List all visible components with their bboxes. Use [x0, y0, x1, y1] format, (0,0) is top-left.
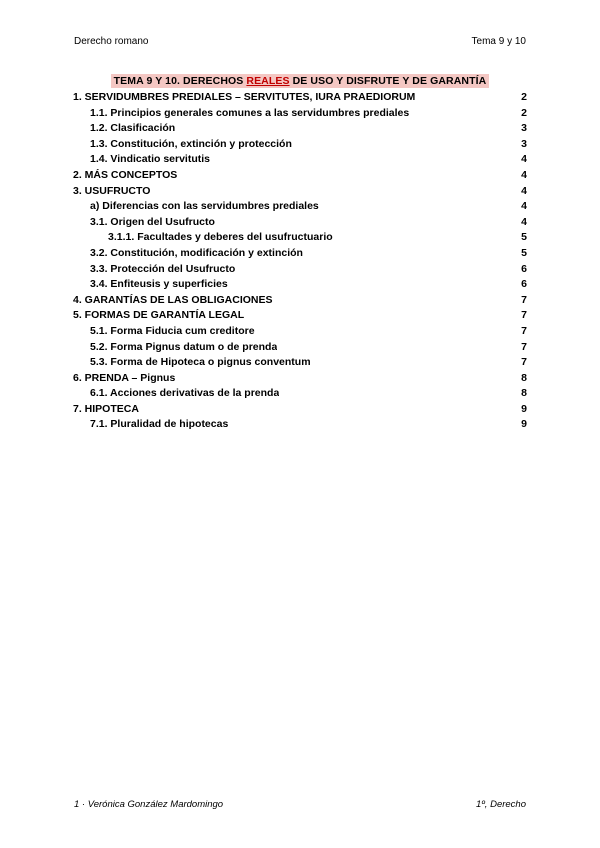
- toc-entry-label: a) Diferencias con las servidumbres prediales: [90, 200, 319, 213]
- toc-entry-page: 7: [521, 324, 527, 337]
- toc-entry-label: 1. SERVIDUMBRES PREDIALES – SERVITUTES, IURA PRAEDIORUM: [73, 91, 416, 103]
- toc-entry-label: 1.3. Constitución, extinción y protección: [90, 137, 292, 150]
- toc-entry-label: 6.1. Acciones derivativas de la prenda: [90, 387, 280, 400]
- toc-entry[interactable]: [73, 107, 527, 123]
- toc-entry-page: 3: [521, 122, 527, 135]
- toc-entry[interactable]: [73, 278, 527, 294]
- toc-entry-label: 3.3. Protección del Usufructo: [90, 262, 236, 275]
- page-header: [74, 36, 526, 47]
- toc-entry[interactable]: [73, 200, 527, 216]
- toc-entry-page: 7: [521, 340, 527, 353]
- toc-entry-page: 9: [521, 418, 527, 431]
- toc-entry-page: 4: [521, 184, 527, 197]
- title-before: TEMA 9 Y 10. DERECHOS: [113, 75, 247, 87]
- toc-entry-label: 5.3. Forma de Hipoteca o pignus conventum: [90, 356, 311, 369]
- toc-entry-page: 8: [521, 371, 527, 384]
- title-highlight: REALES: [246, 75, 290, 87]
- toc-entry-page: 4: [521, 153, 527, 166]
- toc-entry[interactable]: [73, 91, 527, 107]
- toc-entry[interactable]: [73, 122, 527, 138]
- toc-entry-page: 3: [521, 137, 527, 150]
- toc-entry-label: 1.2. Clasificación: [90, 122, 176, 135]
- toc-entry[interactable]: [73, 216, 527, 232]
- toc-entry-page: 6: [521, 278, 527, 291]
- toc-entry[interactable]: [73, 153, 527, 169]
- toc-entry-label: 1.1. Principios generales comunes a las servidumbres prediales: [90, 106, 410, 119]
- title-after: DE USO Y DISFRUTE Y DE GARANTÍA: [289, 75, 487, 87]
- toc-entry-page: 4: [521, 200, 527, 213]
- toc-entry-page: 2: [521, 91, 527, 103]
- toc-entry-label: 5.2. Forma Pignus datum o de prenda: [90, 340, 278, 353]
- toc-entry-page: 7: [521, 356, 527, 369]
- toc-entry-page: 4: [521, 215, 527, 228]
- toc-entry[interactable]: [73, 356, 527, 372]
- footer-course: 1º, Derecho: [476, 799, 526, 810]
- footer-author: 1 · Verónica González Mardomingo: [74, 799, 224, 810]
- document-title: [111, 74, 490, 88]
- toc-entry-label: 5.1. Forma Fiducia cum creditore: [90, 324, 255, 337]
- toc-entry-page: 5: [521, 231, 527, 244]
- toc-entry[interactable]: [73, 263, 527, 279]
- page-footer: [74, 799, 526, 810]
- toc-entry-label: 5. FORMAS DE GARANTÍA LEGAL: [73, 309, 245, 322]
- toc-entry[interactable]: [73, 231, 527, 247]
- toc-entry-label: 7.1. Pluralidad de hipotecas: [90, 418, 229, 431]
- toc-entry-label: 3. USUFRUCTO: [73, 184, 151, 197]
- toc-entry[interactable]: [73, 185, 527, 201]
- toc-entry-label: 7. HIPOTECA: [73, 402, 139, 415]
- toc-entry-page: 8: [521, 387, 527, 400]
- toc-entry[interactable]: [73, 387, 527, 403]
- toc-entry-label: 3.2. Constitución, modificación y extinción: [90, 246, 303, 259]
- toc-entry-label: 3.4. Enfiteusis y superficies: [90, 278, 228, 291]
- toc-entry-page: 7: [521, 309, 527, 322]
- toc-entry-label: 4. GARANTÍAS DE LAS OBLIGACIONES: [73, 293, 273, 306]
- toc-entry[interactable]: [73, 403, 527, 419]
- toc-entry-page: 6: [521, 262, 527, 275]
- toc-entry[interactable]: [73, 138, 527, 154]
- toc-entry-label: 3.1.1. Facultades y deberes del usufructuario: [108, 231, 333, 244]
- toc-entry[interactable]: [73, 247, 527, 263]
- toc-entry-label: 6. PRENDA – Pignus: [73, 371, 176, 384]
- toc-entry-label: 1.4. Vindicatio servitutis: [90, 153, 211, 166]
- toc-entry[interactable]: [73, 309, 527, 325]
- header-subject: Derecho romano: [74, 36, 149, 47]
- toc-entry[interactable]: [73, 341, 527, 357]
- toc-entry-page: 4: [521, 168, 527, 181]
- toc-entry-label: 3.1. Origen del Usufructo: [90, 215, 215, 228]
- title-container: [0, 71, 600, 89]
- table-of-contents: [73, 91, 527, 434]
- toc-entry-page: 9: [521, 402, 527, 415]
- toc-entry-label: 2. MÁS CONCEPTOS: [73, 168, 178, 181]
- toc-entry[interactable]: [73, 418, 527, 434]
- toc-entry-page: 7: [521, 293, 527, 306]
- header-topic: Tema 9 y 10: [471, 36, 526, 47]
- toc-entry[interactable]: [73, 169, 527, 185]
- toc-entry-page: 2: [521, 106, 527, 119]
- toc-entry[interactable]: [73, 372, 527, 388]
- toc-entry[interactable]: [73, 294, 527, 310]
- toc-entry-page: 5: [521, 246, 527, 259]
- toc-entry[interactable]: [73, 325, 527, 341]
